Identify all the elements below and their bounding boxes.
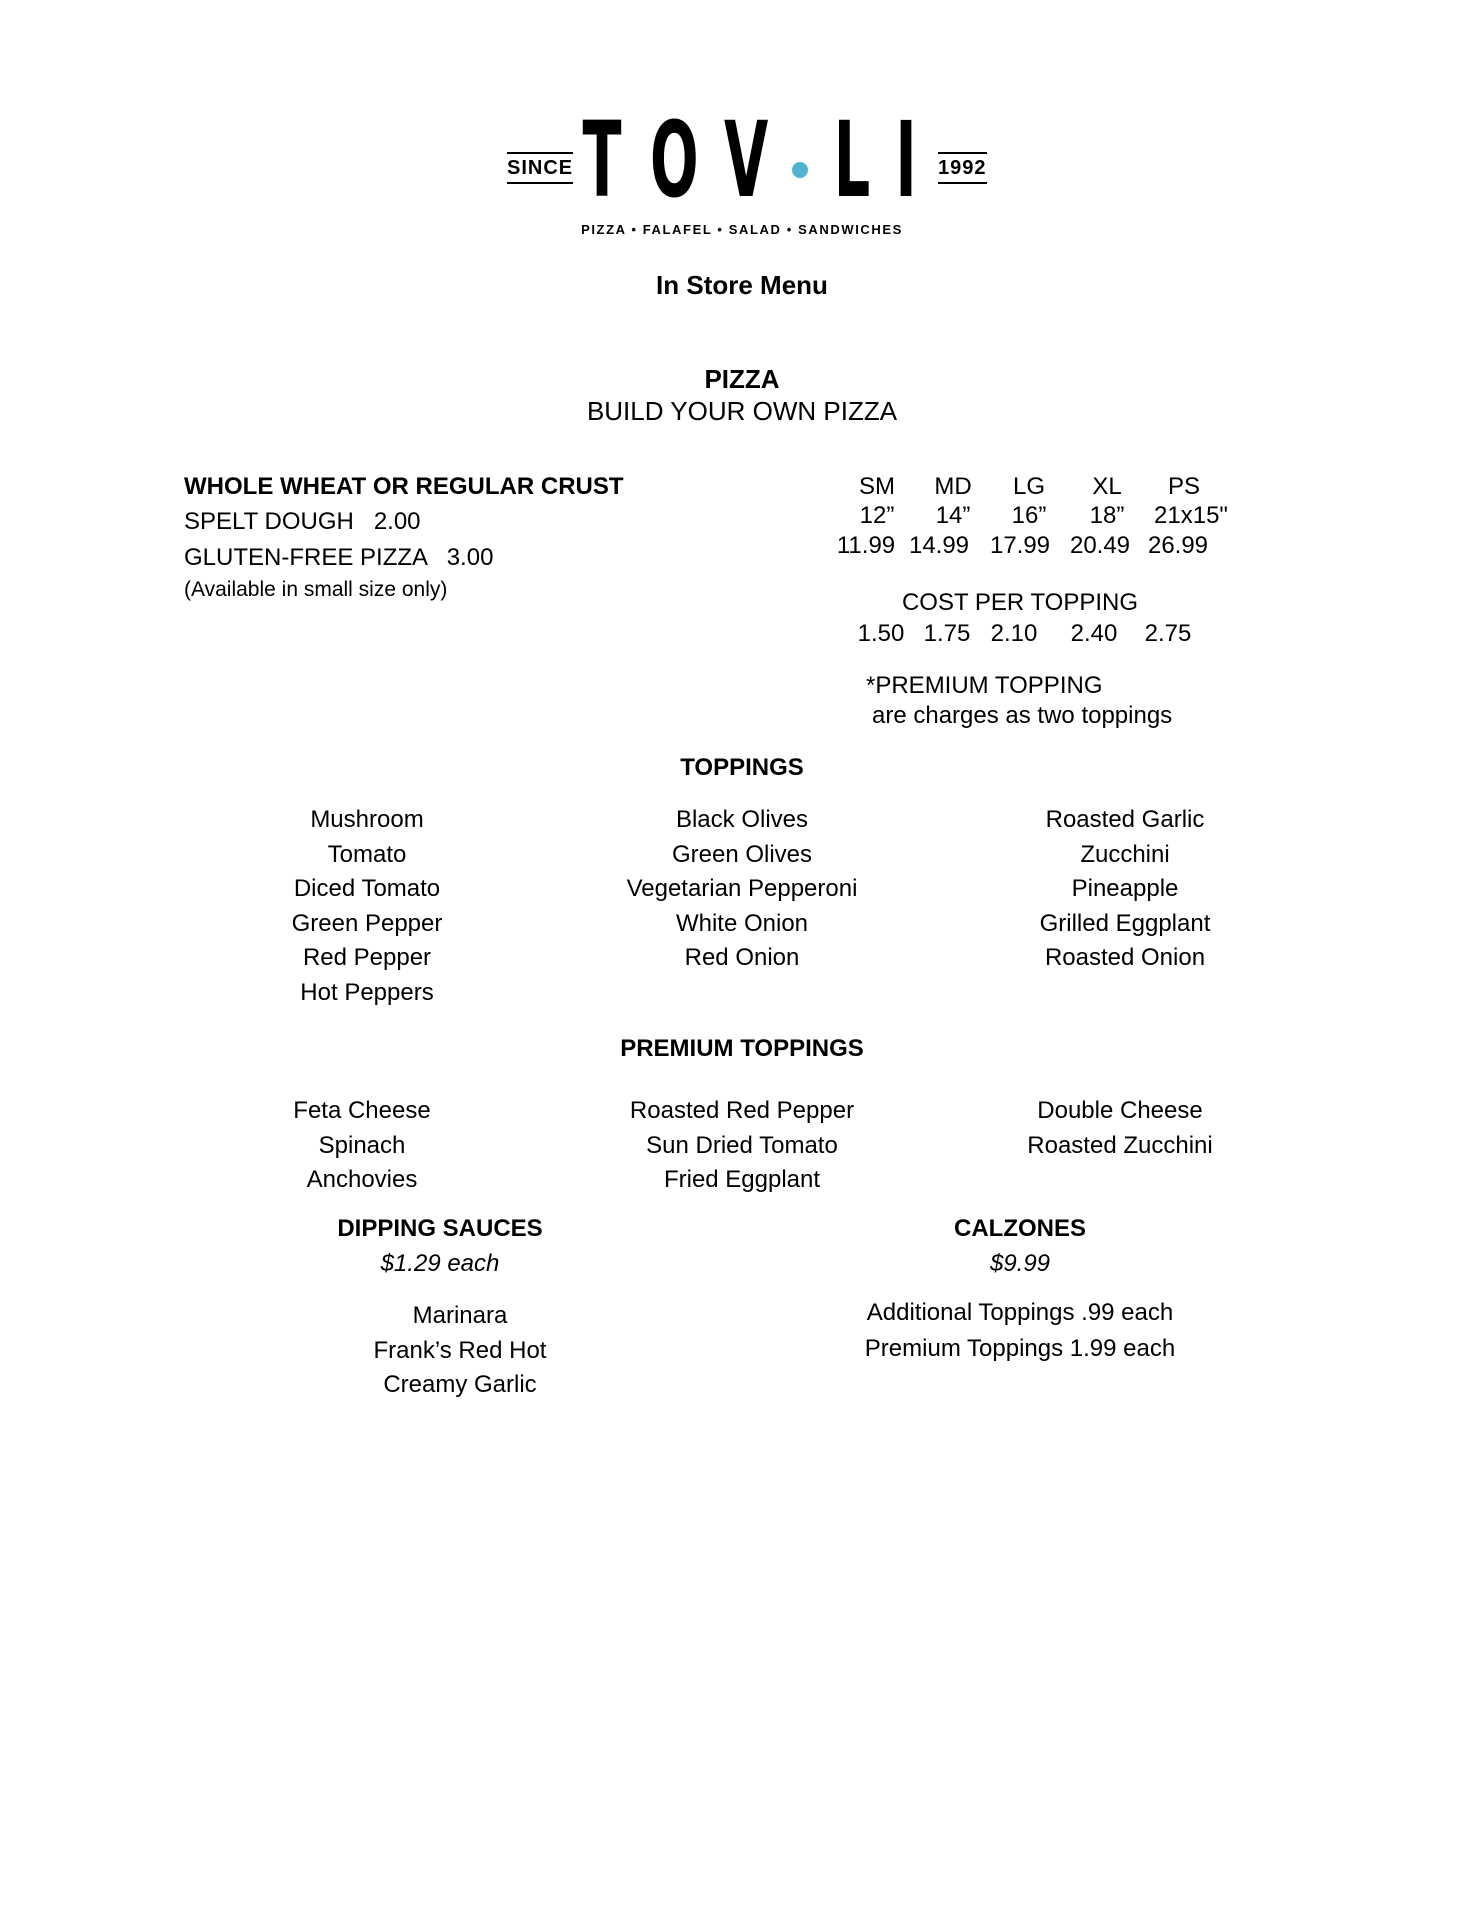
calzones-premium-toppings: Premium Toppings 1.99 each: [864, 1335, 1176, 1362]
sauce-item: Marinara: [412, 1302, 508, 1329]
toppings-column-1: [222, 803, 512, 1010]
logo-letter-o: O: [650, 99, 699, 221]
size-label: MD: [934, 473, 972, 500]
calzones-additional-toppings: Additional Toppings .99 each: [866, 1299, 1174, 1326]
logo-letter-i: I: [895, 99, 917, 221]
premium-topping-item: Spinach: [318, 1131, 406, 1159]
size-label: PS: [1167, 473, 1200, 500]
toppings-column-2: [592, 803, 892, 976]
topping-item: Zucchini: [1080, 840, 1170, 868]
dipping-sauces-price: $1.29 each: [380, 1250, 500, 1277]
menu-title: In Store Menu: [656, 270, 828, 300]
topping-item: Pineapple: [1071, 875, 1179, 902]
logo-tagline: PIZZA • FALAFEL • SALAD • SANDWICHES: [581, 222, 903, 237]
size-dimension: 21x15": [1154, 502, 1228, 529]
premium-topping-note-detail: are charges as two toppings: [872, 702, 1173, 729]
premium-topping-item: Anchovies: [306, 1166, 418, 1193]
topping-cost: 2.40: [1070, 620, 1118, 647]
premium-topping-item: Fried Eggplant: [663, 1166, 821, 1193]
topping-item: Roasted Garlic: [1045, 806, 1205, 833]
topping-item: Grilled Eggplant: [1039, 909, 1211, 937]
sauce-item: Frank’s Red Hot: [373, 1336, 547, 1364]
logo-dot: [792, 162, 808, 178]
premium-topping-note: *PREMIUM TOPPING: [866, 672, 1103, 699]
logo: [0, 99, 1484, 250]
topping-cost: 1.50: [857, 620, 905, 647]
logo-letter-l: L: [833, 99, 871, 221]
topping-cost-title: COST PER TOPPING: [901, 589, 1139, 616]
topping-item: White Onion: [675, 909, 809, 937]
size-dimension: 12”: [859, 502, 895, 529]
topping-cost: 2.10: [990, 620, 1038, 647]
premium-topping-item: Roasted Red Pepper: [629, 1097, 855, 1124]
size-dimension: 16”: [1011, 502, 1047, 529]
premium-topping-item: Sun Dried Tomato: [646, 1131, 838, 1159]
premium-toppings-heading: PREMIUM TOPPINGS: [620, 1035, 864, 1062]
topping-item: Roasted Onion: [1044, 944, 1206, 971]
sauce-item: Creamy Garlic: [383, 1371, 537, 1398]
size-dimension: 14”: [935, 502, 971, 529]
topping-item: Tomato: [327, 840, 407, 868]
size-price: 14.99: [908, 532, 970, 559]
toppings-column-3: [980, 803, 1270, 976]
topping-cost: 2.75: [1144, 620, 1192, 647]
size-label: LG: [1012, 473, 1045, 500]
crust-title: WHOLE WHEAT OR REGULAR CRUST: [184, 473, 624, 500]
premium-topping-item: Roasted Zucchini: [1027, 1131, 1213, 1159]
gluten-free-note: (Available in small size only): [184, 578, 448, 601]
topping-cost: 1.75: [923, 620, 971, 647]
size-price: 26.99: [1147, 532, 1209, 559]
pizza-heading: PIZZA: [704, 364, 780, 394]
spelt-dough-price: SPELT DOUGH 2.00: [184, 508, 421, 535]
dipping-sauces-heading: DIPPING SAUCES: [337, 1215, 543, 1242]
size-price: 20.49: [1069, 532, 1131, 559]
size-label: XL: [1092, 473, 1122, 500]
pizza-subheading: BUILD YOUR OWN PIZZA: [586, 396, 898, 426]
premium-topping-item: Feta Cheese: [293, 1097, 431, 1124]
topping-item: Green Pepper: [291, 909, 443, 937]
premium-column-1: [222, 1094, 502, 1198]
size-label: SM: [859, 473, 895, 500]
calzones-price: $9.99: [989, 1250, 1051, 1277]
logo-since: SINCE: [507, 152, 573, 184]
topping-item: Black Olives: [675, 806, 809, 833]
toppings-heading: TOPPINGS: [680, 754, 804, 781]
topping-item: Vegetarian Pepperoni: [626, 875, 858, 902]
premium-topping-item: Double Cheese: [1037, 1097, 1203, 1124]
topping-item: Red Onion: [684, 944, 800, 971]
premium-column-3: [980, 1094, 1260, 1163]
calzones-heading: CALZONES: [954, 1215, 1086, 1242]
logo-letter-v: V: [724, 99, 769, 221]
size-price: 17.99: [989, 532, 1051, 559]
topping-item: Mushroom: [310, 806, 424, 833]
size-dimension: 18”: [1089, 502, 1125, 529]
size-price: 11.99: [836, 532, 896, 559]
premium-column-2: [592, 1094, 892, 1198]
dipping-sauces-list: [330, 1299, 590, 1403]
logo-letter-t: T: [582, 99, 622, 221]
gluten-free-price: GLUTEN-FREE PIZZA 3.00: [184, 544, 494, 571]
logo-year: 1992: [938, 152, 987, 184]
topping-item: Red Pepper: [302, 944, 432, 971]
topping-item: Green Olives: [671, 840, 813, 868]
topping-item: Diced Tomato: [293, 875, 441, 902]
topping-item: Hot Peppers: [300, 978, 434, 1006]
